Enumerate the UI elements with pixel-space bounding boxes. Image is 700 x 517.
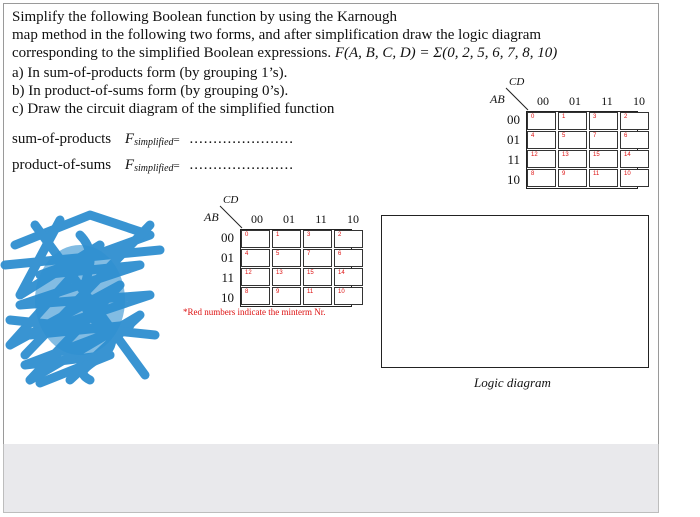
- kmap-row-header: 01: [221, 250, 234, 265]
- kmap-cell[interactable]: [558, 169, 587, 187]
- minterm-number: 10: [624, 171, 631, 177]
- kmap-cell[interactable]: [589, 112, 618, 130]
- minterm-note: *Red numbers indicate the minterm Nr.: [183, 307, 326, 317]
- minterm-number: 4: [245, 251, 249, 257]
- kmap-cell[interactable]: [272, 249, 301, 267]
- logic-diagram-box[interactable]: [381, 215, 649, 368]
- pos-answer-blank[interactable]: ......................: [189, 157, 294, 173]
- question-line-2: map method in the following two forms, and after simplification draw the logic diagram: [12, 27, 542, 43]
- minterm-number: 12: [245, 270, 252, 276]
- kmap-cell[interactable]: [241, 249, 270, 267]
- minterm-number: 3: [307, 232, 311, 238]
- kmap-cell[interactable]: [527, 169, 556, 187]
- kmap-cell[interactable]: [303, 268, 332, 286]
- kmap-col-header: 01: [569, 94, 581, 108]
- kmap-row-header: 00: [221, 230, 234, 245]
- minterm-number: 9: [562, 171, 566, 177]
- question-line-1: Simplify the following Boolean function by using the Karnough: [12, 9, 397, 25]
- kmap-cell[interactable]: [241, 230, 270, 248]
- minterm-number: 15: [593, 152, 600, 158]
- kmap-cell[interactable]: [558, 131, 587, 149]
- kmap-col-header: 10: [633, 94, 645, 108]
- minterm-number: 6: [338, 251, 342, 257]
- kmap-ab-label: AB: [490, 92, 505, 106]
- sop-label: sum-of-products: [12, 131, 112, 147]
- kmap-cell[interactable]: [620, 112, 649, 130]
- bottom-band: [3, 444, 659, 513]
- minterm-number: 7: [307, 251, 311, 257]
- minterm-number: 1: [562, 114, 566, 120]
- kmap-row-header: 00: [507, 112, 520, 127]
- minterm-number: 8: [531, 171, 535, 177]
- kmap-cell[interactable]: [620, 131, 649, 149]
- minterm-number: 3: [593, 114, 597, 120]
- equals-sign: =: [173, 134, 180, 146]
- kmap-cell[interactable]: [334, 230, 363, 248]
- question-line-3: [12, 45, 557, 62]
- kmap-cell[interactable]: [527, 112, 556, 130]
- kmap-cell[interactable]: [558, 150, 587, 168]
- sop-answer-blank[interactable]: ......................: [189, 131, 294, 147]
- minterm-number: 6: [624, 133, 628, 139]
- kmap-cell[interactable]: [272, 230, 301, 248]
- kmap-row-header: 01: [507, 132, 520, 147]
- minterm-number: 5: [276, 251, 280, 257]
- minterm-number: 14: [338, 270, 345, 276]
- minterm-number: 8: [245, 289, 249, 295]
- kmap-cell[interactable]: [272, 268, 301, 286]
- f-symbol: F: [124, 157, 135, 173]
- kmap-cell[interactable]: [334, 287, 363, 305]
- sop-answer-line: [12, 131, 294, 148]
- f-subscript: simplified: [134, 137, 174, 148]
- minterm-number: 1: [276, 232, 280, 238]
- kmap-col-header: 01: [283, 212, 295, 226]
- blue-scribble-redaction: [0, 205, 175, 390]
- kmap-row-header: 10: [507, 172, 520, 187]
- item-a: a) In sum-of-products form (by grouping 1’s).: [12, 65, 288, 81]
- minterm-number: 2: [338, 232, 342, 238]
- kmap-row-header: 10: [221, 290, 234, 305]
- kmap-cell[interactable]: [589, 150, 618, 168]
- kmap-cell[interactable]: [589, 131, 618, 149]
- minterm-number: 15: [307, 270, 314, 276]
- kmap-cell[interactable]: [303, 249, 332, 267]
- f-subscript: simplified: [134, 163, 174, 174]
- minterm-number: 5: [562, 133, 566, 139]
- pos-label: product-of-sums: [12, 157, 112, 173]
- minterm-number: 11: [593, 171, 600, 177]
- f-symbol: F: [124, 131, 135, 147]
- kmap-cd-label: CD: [509, 76, 525, 88]
- kmap-cell[interactable]: [620, 150, 649, 168]
- minterm-number: 0: [531, 114, 535, 120]
- question-line-3-text: corresponding to the simplified Boolean expressions.: [12, 45, 335, 61]
- item-b: b) In product-of-sums form (by grouping 0’s).: [12, 83, 289, 99]
- minterm-number: 10: [338, 289, 345, 295]
- kmap-cell[interactable]: [527, 150, 556, 168]
- kmap-col-header: 11: [601, 94, 613, 108]
- item-c: c) Draw the circuit diagram of the simplified function: [12, 101, 335, 117]
- kmap-col-header: 00: [251, 212, 263, 226]
- kmap-cell[interactable]: [558, 112, 587, 130]
- kmap-cell[interactable]: [589, 169, 618, 187]
- minterm-number: 9: [276, 289, 280, 295]
- kmap-cell[interactable]: [241, 287, 270, 305]
- kmap-row-header: 11: [507, 152, 520, 167]
- minterm-number: 2: [624, 114, 628, 120]
- kmap-cell[interactable]: [303, 287, 332, 305]
- minterm-number: 13: [562, 152, 569, 158]
- kmap-cell[interactable]: [334, 268, 363, 286]
- pos-answer-line: [12, 157, 294, 174]
- kmap-col-header: 00: [537, 94, 549, 108]
- minterm-number: 0: [245, 232, 249, 238]
- kmap-cell[interactable]: [272, 287, 301, 305]
- kmap-cd-label: CD: [223, 194, 239, 206]
- kmap-row-header: 11: [221, 270, 234, 285]
- kmap-cell[interactable]: [620, 169, 649, 187]
- minterm-number: 12: [531, 152, 538, 158]
- kmap-col-header: 10: [347, 212, 359, 226]
- minterm-number: 11: [307, 289, 314, 295]
- equals-sign: =: [173, 160, 180, 172]
- kmap-cell[interactable]: [303, 230, 332, 248]
- kmap-col-header: 11: [315, 212, 327, 226]
- minterm-number: 13: [276, 270, 283, 276]
- kmap-cell[interactable]: [527, 131, 556, 149]
- boolean-function: F(A, B, C, D) = Σ(0, 2, 5, 6, 7, 8, 10): [334, 45, 558, 61]
- minterm-number: 14: [624, 152, 631, 158]
- minterm-number: 4: [531, 133, 535, 139]
- kmap-cell[interactable]: [241, 268, 270, 286]
- kmap-cell[interactable]: [334, 249, 363, 267]
- minterm-number: 7: [593, 133, 597, 139]
- logic-diagram-label: Logic diagram: [474, 375, 551, 390]
- kmap-ab-label: AB: [204, 210, 219, 224]
